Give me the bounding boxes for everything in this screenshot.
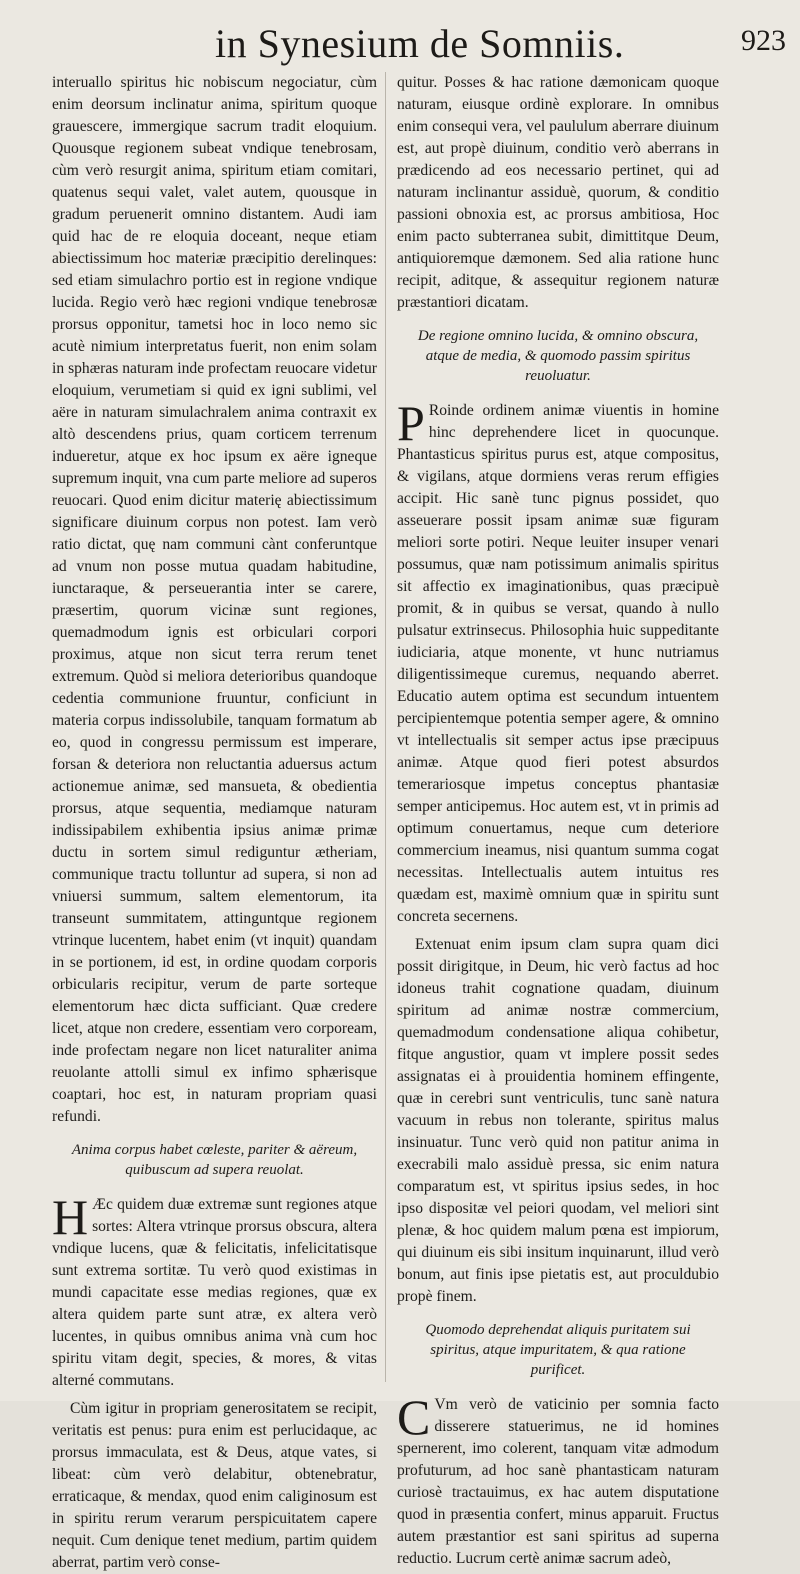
left-paragraph-3: Cùm igitur in propriam generositatem se recipit, veritatis est penus: pura enim est perlucidaque, ac prorsus immaculata, est & Deus, atque vates, si libeat: cùm verò delabitur, obtenebratur, erraticaque, & mendax, quod enim caliginosum est in spiritu rerum verarum perspicuitatem capere nequit. Cum denique tenet medium, partim quidem aberrat, partim verò conse- <box>52 1400 377 1571</box>
left-section-heading: Anima corpus habet cœleste, pariter & aëreum, quibuscum ad supera reuolat. <box>71 1142 358 1178</box>
running-head <box>0 18 800 68</box>
right-paragraph-2 <box>397 395 719 928</box>
right-column <box>397 72 719 1567</box>
drop-cap: H <box>52 1189 89 1245</box>
right-paragraph-4 <box>397 1389 719 1570</box>
drop-cap: P <box>397 395 425 451</box>
running-title: in Synesium de Somniis. <box>215 21 625 66</box>
right-paragraph-4-text: Vm verò de vaticinio per somnia facto disserere statuerimus, ne id homines spernerent, imo colerent, tanquam vitæ admodum profuturum, ad hoc sanè phantasticam naturam curiosè tractauimus, ex hac autem disputatione quod in præsentia confert, minus apparuit. Fructus autem præstantior est sani spiritus ad superna reductio. Lucrum certè animæ sacrum adeò, <box>397 1396 719 1567</box>
left-paragraph-1: interuallo spiritus hic nobiscum negociatur, cùm enim deorsum inclinatur anima, spiritum quoque grauescere, immergique sacrum tradit eloquium. Quousque regionem subeat vndique tenebrosam, cùm verò resurgit anima, spiritum etiam comitari, quatenus sequi valet, valet autem, quousque in gradum peruenerit omnino distantem. Audi iam quid hac de re eloquia doceant, neque etiam abiectissimum hoc materiæ præcipitio derelinques: sed etiam simulachro portio est in regione vndique lucida. Regio verò hæc regioni vndique tenebrosæ prorsus opponitur, tametsi hoc in loco nemo sic acutè nimium interpretatus fuerit, non enim solam in sphæras naturam inde profectam reuocare videtur eloquium, verumetiam si quid ex igni sublimi, vel aëre in naturam simulachralem anima contraxit ex altò descendens prius, quam corticem terrenum indueretur, atque ex hoc ipsum ex aëre igneque supremum inquit, vna cum parte meliore ad superos reuocari. Quod enim dicitur materię abiectissimum significare diuinum corpus non potest. Iam verò ratio dictat, quę nam communi cànt conferuntque ad vnum non posse mutua quadam habitudine, iunctaraque, & perseuerantia inter se carere, præsertim, quorum vicinæ sunt regiones, quemadmodum ignis est orbiculari corpori proximus, atque non sicut terra rerum tenet extremum. Quòd si meliora deterioribus quandoque cedentia communione fruuntur, conficiunt in materia corpus indissolubile, tanquam formatum ab eo, quod in congressu permissum est imperare, forsan & deteriora non reluctantia aduersus actum actionemue animæ, sed mansueta, & obedientia prorsus, atque sequentia, mediamque naturam indissipabilem exhibentia ipsius animæ primæ ductu in sortem simul rediguntur ætheriam, communique tractu tolluntur ad supera, si non ad vniuersi summum, saltem elementorum, ita transeunt summitatem, attinguntque regionem vtrinque lucentem, habet enim (vt inquit) quandam in se portionem, id est, in ordine quodam corporis orbicularis recipitur, verum de parte sorteque elementorum hæc dicta sufficiant. Quæ credere licet, atque non credere, essentiam vero corpoream, inde profectam negare non licet naturaliter anima reuolante attolli simul ex infimo sphærisque coaptari, hoc est, in naturam propriam quasi refundi. <box>52 74 377 1125</box>
page-number: 923 <box>741 24 786 57</box>
right-section-heading-1: De regione omnino lucida, & omnino obscura, atque de media, & quomodo passim spiritus reuoluatur. <box>417 328 699 384</box>
left-paragraph-2 <box>52 1189 377 1392</box>
right-paragraph-2-text: Roinde ordinem animæ viuentis in homine hinc deprehendere licet in quocunque. Phantasticus spiritus purus est, atque compositus, & vigilans, atque dormiens veras rerum effigies accipit. Hic sanè tunc pignus possidet, quo asseuerare possit ipsam animæ suæ figuram meliori sorte potiri. Neque leuiter insuper venari possumus, quæ nam potissimum animalis spiritus sit affectio ex imaginationibus, quas præcipuè promit, & in quibus se versat, quando à nullo pulsatur extrinsecus. Philosophia huic suppeditante iudiciaria, atque monente, vt hunc nutriamus diligentissimeque curemus, nequando aberret. Educatio autem optima est secundum intuentem percipientemque potentia semper agere, & omnino vt intellectualis sit semper actus ipse præcipuus animæ. Atque quod fieri potest absurdos temerariosque impetus conceptus phantasiæ semper anticipemus. Hoc autem est, vt in primis ad optimum conuertamus, neque cum deteriore commercium ineamus, nisi quantum summa cogat necessitas. Intellectualis autem intuitus res quædam est, maximè omnium quæ in spiritu sunt concreta secernens. <box>397 402 719 925</box>
right-paragraph-1: quitur. Posses & hac ratione dæmonicam quoque naturam, eiusque ordinè explorare. In omnibus enim consequi vera, vel paululum aberrare diuinum est, aut propè diuinum, conditio verò aberrans in prædicendo ad eos necessario pertinet, qui ad naturam inclinantur assiduè, quorum, & conditio passioni obnoxia est, ac prorsus ambitiosa, Hoc enim pacto subterranea subit, dimittitque Deum, antiquioremque dæmonem. Sed alia ratione hunc recipit, aditque, & assequitur regionem naturæ præstantiori dicatam. <box>397 74 719 311</box>
column-divider <box>385 72 386 1382</box>
right-paragraph-3: Extenuat enim ipsum clam supra quam dici possit dirigitque, in Deum, hic verò factus ad hoc idoneus trahit cognatione quadam, diuinum spiritum ad animæ nostræ commercium, quemadmodum condensatione aliqua cohibetur, fitque angustior, quam vt implere possit sedes assignatas ei à prouidentia hominem effingente, quæ in cerebri sunt ventriculis, tunc sanè natura vacuum in rebus non tolerante, spiritus malus insinuatur. Tunc verò quid non patitur anima in execrabili malo assiduè pressa, sic enim natura comparatum est, vt spiritus ipsius sedes, in hoc ipso dispositæ vel peiori quodam, vel meliori sint plenæ, & hoc quidem malum pœna est impiorum, qui diuinum eis sibi insitum inquinarunt, illud verò bonum, aut finis ipse pietatis est, aut proculdubio propè finem. <box>397 936 719 1305</box>
left-paragraph-2-text: Æc quidem duæ extremæ sunt regiones atque sortes: Altera vtrinque prorsus obscura, altera vndique lucens, quæ & felicitatis, infelicitatisque sunt extrema sortitæ. Tu verò quod existimas in mundi capacitate esse medias regiones, quæ ex altera quidem parte sunt atræ, ex altera verò lucentes, in quibus omnibus anima vnà cum hoc spiritu vitam degit, species, & mores, & vitas alterné commutans. <box>52 1196 377 1389</box>
left-column <box>52 72 377 1571</box>
drop-cap: C <box>397 1389 431 1445</box>
right-section-heading-2: Quomodo deprehendat aliquis puritatem sui spiritus, atque impuritatem, & qua ratione purificet. <box>425 1322 691 1378</box>
